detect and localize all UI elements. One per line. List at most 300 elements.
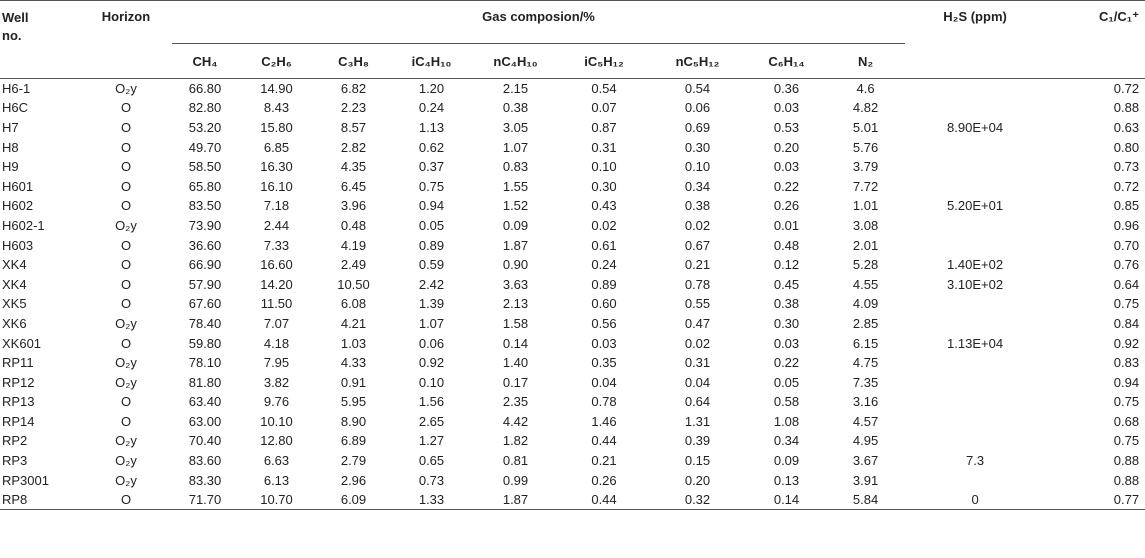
cell-gas-value: 65.80 <box>188 178 222 194</box>
cell-gas-value: 63.00 <box>188 413 222 429</box>
cell-gas-value: 0.26 <box>591 472 617 488</box>
cell-well: XK6 <box>2 315 27 331</box>
cell-gas-value: 36.60 <box>188 237 222 253</box>
cell-gas-value: 1.01 <box>852 198 879 214</box>
cell-gas-value: 0.73 <box>418 472 445 488</box>
cell-gas-value: 6.82 <box>340 81 367 97</box>
cell-horizon: O <box>120 413 132 429</box>
cell-gas-value: 0.38 <box>502 100 529 116</box>
cell-gas-value: 66.90 <box>188 257 222 273</box>
cell-gas-value: 0.05 <box>773 374 800 390</box>
cell-gas-value: 73.90 <box>188 217 222 233</box>
cell-well: H7 <box>2 119 19 135</box>
cell-h2s <box>905 216 1045 236</box>
cell-well: XK601 <box>2 335 42 351</box>
cell-gas-value: 1.20 <box>418 81 445 97</box>
cell-h2s: 5.20E+01 <box>947 198 1004 214</box>
cell-gas-value: 83.60 <box>188 453 222 469</box>
cell-gas-value: 0.91 <box>340 374 367 390</box>
cell-gas-value: 0.38 <box>773 296 800 312</box>
cell-gas-value: 0.15 <box>684 453 711 469</box>
table-row <box>0 196 1145 216</box>
cell-well: H9 <box>2 159 19 175</box>
cell-gas-value: 7.18 <box>263 198 290 214</box>
cell-gas-value: 0.14 <box>502 335 529 351</box>
cell-gas-value: 0.43 <box>591 198 617 214</box>
header-c1-ratio: C₁/C₁⁺ <box>1045 1 1145 79</box>
cell-gas-value: 0.20 <box>684 472 711 488</box>
cell-gas-value: 0.02 <box>684 335 711 351</box>
cell-gas-value: 1.56 <box>418 394 445 410</box>
cell-gas-value: 83.30 <box>188 472 222 488</box>
cell-gas-value: 0.10 <box>418 374 445 390</box>
cell-gas-value: 0.12 <box>773 257 800 273</box>
cell-gas-value: 1.13 <box>418 119 445 135</box>
cell-gas-value: 2.49 <box>340 257 367 273</box>
table-row <box>0 314 1145 334</box>
cell-gas-value: 2.96 <box>340 472 367 488</box>
cell-gas-value: 1.40 <box>502 355 529 371</box>
cell-ratio: 0.75 <box>1113 433 1140 449</box>
cell-gas-value: 4.95 <box>852 433 879 449</box>
cell-h2s <box>905 235 1045 255</box>
cell-h2s: 1.40E+02 <box>947 257 1004 273</box>
table-row <box>0 235 1145 255</box>
cell-ratio: 0.80 <box>1113 139 1140 155</box>
cell-gas-value: 0.89 <box>418 237 445 253</box>
cell-gas-value: 0.21 <box>684 257 711 273</box>
cell-gas-value: 4.18 <box>263 335 290 351</box>
cell-h2s <box>905 314 1045 334</box>
cell-gas-value: 6.63 <box>263 453 290 469</box>
cell-ratio: 0.92 <box>1113 335 1140 351</box>
cell-gas-value: 14.90 <box>260 81 293 97</box>
cell-horizon: O <box>120 492 132 508</box>
cell-gas-value: 0.54 <box>684 81 711 97</box>
cell-gas-value: 0.87 <box>591 119 617 135</box>
cell-horizon: O <box>120 119 132 135</box>
cell-gas-value: 12.80 <box>260 433 293 449</box>
cell-ratio: 0.64 <box>1113 276 1140 292</box>
cell-gas-value: 0.59 <box>418 257 445 273</box>
cell-well: XK5 <box>2 296 27 312</box>
cell-gas-value: 0.44 <box>591 433 617 449</box>
cell-horizon: O₂y <box>115 374 137 390</box>
cell-ratio: 0.75 <box>1113 296 1140 312</box>
cell-gas-value: 16.60 <box>260 257 293 273</box>
cell-horizon: O₂y <box>115 217 137 233</box>
cell-h2s <box>905 431 1045 451</box>
header-gas-col: C₃H₈ <box>338 53 369 69</box>
cell-gas-value: 2.15 <box>502 81 529 97</box>
cell-ratio: 0.72 <box>1113 81 1140 97</box>
cell-well: RP13 <box>2 394 35 410</box>
cell-gas-value: 9.76 <box>263 394 290 410</box>
table-row <box>0 451 1145 471</box>
cell-ratio: 0.88 <box>1113 472 1140 488</box>
cell-gas-value: 0.55 <box>684 296 711 312</box>
cell-well: H602-1 <box>2 217 45 233</box>
cell-horizon: O <box>120 139 132 155</box>
cell-gas-value: 0.62 <box>418 139 445 155</box>
cell-gas-value: 0.99 <box>502 472 529 488</box>
cell-gas-value: 4.6 <box>856 81 875 97</box>
table-row <box>0 118 1145 138</box>
cell-gas-value: 0.60 <box>591 296 617 312</box>
cell-gas-value: 0.26 <box>773 198 800 214</box>
cell-gas-value: 6.89 <box>340 433 367 449</box>
cell-gas-value: 4.82 <box>852 100 879 116</box>
cell-gas-value: 0.48 <box>340 217 367 233</box>
cell-gas-value: 4.75 <box>852 355 879 371</box>
cell-horizon: O <box>120 296 132 312</box>
cell-gas-value: 71.70 <box>188 492 222 508</box>
cell-ratio: 0.88 <box>1113 453 1140 469</box>
table-row <box>0 98 1145 118</box>
cell-gas-value: 0.58 <box>773 394 800 410</box>
cell-horizon: O <box>120 237 132 253</box>
cell-gas-value: 1.55 <box>502 178 529 194</box>
cell-gas-value: 1.52 <box>502 198 529 214</box>
cell-gas-value: 0.05 <box>418 217 445 233</box>
cell-h2s <box>905 176 1045 196</box>
cell-gas-value: 4.35 <box>340 159 367 175</box>
cell-horizon: O₂y <box>115 81 137 97</box>
cell-h2s <box>905 294 1045 314</box>
cell-gas-value: 0.21 <box>591 453 617 469</box>
cell-horizon: O₂y <box>115 472 137 488</box>
cell-gas-value: 0.10 <box>684 159 711 175</box>
cell-well: H6-1 <box>2 81 31 97</box>
header-horizon: Horizon <box>80 1 172 79</box>
cell-well: H603 <box>2 237 34 253</box>
cell-gas-value: 1.87 <box>502 492 529 508</box>
cell-gas-value: 0.31 <box>591 139 617 155</box>
cell-gas-value: 2.65 <box>418 413 445 429</box>
header-gas-composition: Gas composion/% <box>172 1 905 44</box>
cell-gas-value: 0.61 <box>591 237 617 253</box>
cell-h2s: 3.10E+02 <box>947 276 1004 292</box>
cell-gas-value: 0.04 <box>684 374 711 390</box>
table-body <box>0 79 1145 510</box>
cell-gas-value: 0.83 <box>502 159 529 175</box>
cell-gas-value: 1.07 <box>418 315 445 331</box>
cell-gas-value: 6.15 <box>852 335 879 351</box>
table-header <box>0 1 1145 79</box>
table-row <box>0 412 1145 432</box>
table-row <box>0 294 1145 314</box>
cell-h2s <box>905 412 1045 432</box>
cell-gas-value: 0.24 <box>591 257 617 273</box>
cell-horizon: O <box>120 257 132 273</box>
cell-gas-value: 8.90 <box>340 413 367 429</box>
cell-gas-value: 0.37 <box>418 159 445 175</box>
cell-gas-value: 0.39 <box>684 433 711 449</box>
cell-gas-value: 0.03 <box>773 335 800 351</box>
cell-gas-value: 57.90 <box>188 276 222 292</box>
cell-gas-value: 0.06 <box>418 335 445 351</box>
cell-well: RP8 <box>2 492 28 508</box>
cell-gas-value: 1.07 <box>502 139 529 155</box>
cell-gas-value: 0.32 <box>684 492 711 508</box>
cell-gas-value: 0.48 <box>773 237 800 253</box>
cell-ratio: 0.94 <box>1113 374 1140 390</box>
cell-gas-value: 3.79 <box>852 159 879 175</box>
cell-gas-value: 15.80 <box>260 119 293 135</box>
table-row <box>0 137 1145 157</box>
cell-gas-value: 0.34 <box>684 178 711 194</box>
cell-gas-value: 0.36 <box>773 81 800 97</box>
cell-h2s: 7.3 <box>966 453 985 469</box>
header-gas-col: iC₄H₁₀ <box>411 53 452 69</box>
cell-ratio: 0.83 <box>1113 355 1140 371</box>
table-row <box>0 470 1145 490</box>
cell-gas-value: 70.40 <box>188 433 222 449</box>
cell-gas-value: 59.80 <box>188 335 222 351</box>
cell-well: H6C <box>2 100 29 116</box>
cell-gas-value: 11.50 <box>260 296 293 312</box>
cell-gas-value: 3.82 <box>263 374 290 390</box>
cell-gas-value: 58.50 <box>188 159 222 175</box>
cell-gas-value: 66.80 <box>188 81 222 97</box>
cell-horizon: O₂y <box>115 315 137 331</box>
cell-gas-value: 2.13 <box>502 296 529 312</box>
header-gas-col: C₆H₁₄ <box>768 53 805 69</box>
cell-ratio: 0.84 <box>1113 315 1140 331</box>
cell-horizon: O <box>120 276 132 292</box>
cell-gas-value: 5.28 <box>852 257 879 273</box>
cell-gas-value: 0.17 <box>502 374 529 390</box>
header-well: Well no. <box>0 1 80 79</box>
cell-gas-value: 4.55 <box>852 276 879 292</box>
cell-gas-value: 0.10 <box>591 159 617 175</box>
cell-h2s <box>905 157 1045 177</box>
header-gas-col: iC₅H₁₂ <box>584 53 624 69</box>
cell-gas-value: 78.40 <box>188 315 222 331</box>
cell-well: H8 <box>2 139 19 155</box>
cell-gas-value: 2.23 <box>340 100 367 116</box>
cell-gas-value: 0.31 <box>684 355 711 371</box>
cell-horizon: O₂y <box>115 433 137 449</box>
cell-gas-value: 3.67 <box>852 453 879 469</box>
header-gas-col: nC₅H₁₂ <box>675 53 720 69</box>
cell-gas-value: 0.92 <box>418 355 445 371</box>
cell-gas-value: 2.44 <box>263 217 290 233</box>
cell-horizon: O <box>120 100 132 116</box>
cell-gas-value: 0.34 <box>773 433 800 449</box>
cell-gas-value: 0.06 <box>684 100 711 116</box>
cell-gas-value: 0.38 <box>684 198 711 214</box>
header-gas-col: N₂ <box>857 53 874 69</box>
cell-gas-value: 0.90 <box>502 257 529 273</box>
cell-gas-value: 0.02 <box>591 217 617 233</box>
cell-gas-value: 0.89 <box>591 276 617 292</box>
table-row <box>0 490 1145 510</box>
cell-gas-value: 0.02 <box>684 217 711 233</box>
table-row <box>0 333 1145 353</box>
cell-gas-value: 0.24 <box>418 100 445 116</box>
cell-gas-value: 7.95 <box>263 355 290 371</box>
cell-horizon: O <box>120 159 132 175</box>
cell-gas-value: 6.45 <box>340 178 367 194</box>
cell-ratio: 0.88 <box>1113 100 1140 116</box>
cell-ratio: 0.77 <box>1113 492 1140 508</box>
cell-gas-value: 1.08 <box>773 413 800 429</box>
cell-ratio: 0.63 <box>1113 119 1140 135</box>
cell-gas-value: 0.03 <box>773 159 800 175</box>
cell-gas-value: 1.31 <box>684 413 711 429</box>
cell-gas-value: 0.56 <box>591 315 617 331</box>
cell-gas-value: 0.04 <box>591 374 617 390</box>
cell-gas-value: 0.09 <box>502 217 529 233</box>
cell-gas-value: 10.50 <box>337 276 370 292</box>
cell-ratio: 0.76 <box>1113 257 1140 273</box>
cell-well: RP2 <box>2 433 28 449</box>
cell-gas-value: 67.60 <box>188 296 222 312</box>
cell-gas-value: 0.45 <box>773 276 800 292</box>
cell-gas-value: 0.65 <box>418 453 445 469</box>
cell-gas-value: 2.42 <box>418 276 445 292</box>
cell-gas-value: 0.67 <box>684 237 711 253</box>
cell-horizon: O <box>120 178 132 194</box>
cell-gas-value: 1.03 <box>340 335 367 351</box>
cell-gas-value: 4.21 <box>340 315 367 331</box>
cell-gas-value: 0.69 <box>684 119 711 135</box>
cell-gas-value: 5.84 <box>852 492 879 508</box>
table-row <box>0 157 1145 177</box>
cell-gas-value: 0.03 <box>773 100 800 116</box>
cell-gas-value: 0.03 <box>591 335 617 351</box>
cell-gas-value: 0.94 <box>418 198 445 214</box>
table-row <box>0 353 1145 373</box>
cell-well: RP14 <box>2 413 35 429</box>
cell-gas-value: 7.35 <box>852 374 879 390</box>
cell-h2s <box>905 137 1045 157</box>
cell-gas-value: 0.44 <box>591 492 617 508</box>
cell-horizon: O <box>120 335 132 351</box>
cell-gas-value: 1.82 <box>502 433 529 449</box>
cell-h2s: 0 <box>971 492 979 508</box>
cell-gas-value: 0.09 <box>773 453 800 469</box>
table-row <box>0 274 1145 294</box>
cell-gas-value: 4.57 <box>852 413 879 429</box>
cell-well: XK4 <box>2 276 27 292</box>
cell-gas-value: 4.33 <box>340 355 367 371</box>
cell-gas-value: 53.20 <box>188 119 222 135</box>
cell-h2s: 1.13E+04 <box>947 335 1004 351</box>
cell-gas-value: 1.27 <box>418 433 445 449</box>
cell-horizon: O₂y <box>115 355 137 371</box>
cell-gas-value: 6.13 <box>263 472 290 488</box>
cell-ratio: 0.72 <box>1113 178 1140 194</box>
cell-gas-value: 3.08 <box>852 217 879 233</box>
cell-gas-value: 1.33 <box>418 492 445 508</box>
header-h2s: H₂S (ppm) <box>905 1 1045 79</box>
cell-gas-value: 3.16 <box>852 394 879 410</box>
cell-gas-value: 5.95 <box>340 394 367 410</box>
cell-gas-value: 3.96 <box>340 198 367 214</box>
cell-well: H601 <box>2 178 34 194</box>
header-gas-col: C₂H₆ <box>261 53 292 69</box>
cell-gas-value: 1.58 <box>502 315 529 331</box>
cell-gas-value: 0.35 <box>591 355 617 371</box>
cell-well: RP12 <box>2 374 35 390</box>
cell-gas-value: 0.20 <box>773 139 800 155</box>
cell-gas-value: 10.10 <box>260 413 293 429</box>
table-row <box>0 255 1145 275</box>
cell-gas-value: 0.22 <box>773 178 800 194</box>
cell-gas-value: 1.46 <box>591 413 617 429</box>
cell-gas-value: 0.13 <box>773 472 800 488</box>
table-row <box>0 431 1145 451</box>
cell-h2s: 8.90E+04 <box>947 119 1004 135</box>
cell-gas-value: 4.19 <box>340 237 367 253</box>
cell-gas-value: 2.35 <box>502 394 529 410</box>
cell-gas-value: 83.50 <box>188 198 222 214</box>
cell-gas-value: 0.53 <box>773 119 800 135</box>
cell-gas-value: 16.30 <box>260 159 293 175</box>
table-row <box>0 176 1145 196</box>
cell-gas-value: 5.01 <box>852 119 879 135</box>
cell-gas-value: 0.22 <box>773 355 800 371</box>
cell-ratio: 0.68 <box>1113 413 1140 429</box>
cell-gas-value: 5.76 <box>852 139 879 155</box>
cell-well: RP3 <box>2 453 28 469</box>
cell-gas-value: 0.64 <box>684 394 711 410</box>
cell-gas-value: 4.42 <box>502 413 529 429</box>
cell-gas-value: 3.63 <box>502 276 529 292</box>
cell-gas-value: 7.33 <box>263 237 290 253</box>
cell-gas-value: 2.01 <box>852 237 879 253</box>
cell-gas-value: 0.47 <box>684 315 711 331</box>
cell-gas-value: 7.07 <box>263 315 290 331</box>
header-gas-col: CH₄ <box>192 53 218 69</box>
cell-gas-value: 3.05 <box>502 119 529 135</box>
table-row <box>0 79 1145 99</box>
table-row <box>0 216 1145 236</box>
cell-gas-value: 3.91 <box>852 472 879 488</box>
cell-gas-value: 0.01 <box>773 217 800 233</box>
cell-gas-value: 16.10 <box>260 178 293 194</box>
cell-gas-value: 0.07 <box>591 100 617 116</box>
cell-well: XK4 <box>2 257 27 273</box>
cell-gas-value: 0.78 <box>591 394 617 410</box>
cell-ratio: 0.70 <box>1113 237 1140 253</box>
cell-gas-value: 8.43 <box>263 100 290 116</box>
cell-gas-value: 6.08 <box>340 296 367 312</box>
cell-gas-value: 82.80 <box>188 100 222 116</box>
cell-gas-value: 14.20 <box>260 276 293 292</box>
cell-h2s <box>905 98 1045 118</box>
cell-gas-value: 10.70 <box>260 492 293 508</box>
cell-gas-value: 49.70 <box>188 139 222 155</box>
cell-gas-value: 6.09 <box>340 492 367 508</box>
cell-gas-value: 0.54 <box>591 81 617 97</box>
cell-ratio: 0.85 <box>1113 198 1140 214</box>
cell-gas-value: 7.72 <box>852 178 879 194</box>
cell-gas-value: 0.30 <box>773 315 800 331</box>
cell-horizon: O <box>120 394 132 410</box>
table-row <box>0 392 1145 412</box>
cell-well: RP11 <box>2 355 34 371</box>
header-gas-col: nC₄H₁₀ <box>493 53 538 69</box>
cell-h2s <box>905 353 1045 373</box>
cell-h2s <box>905 79 1045 99</box>
cell-gas-value: 0.14 <box>773 492 800 508</box>
cell-gas-value: 8.57 <box>340 119 367 135</box>
cell-gas-value: 81.80 <box>188 374 222 390</box>
cell-h2s <box>905 392 1045 412</box>
